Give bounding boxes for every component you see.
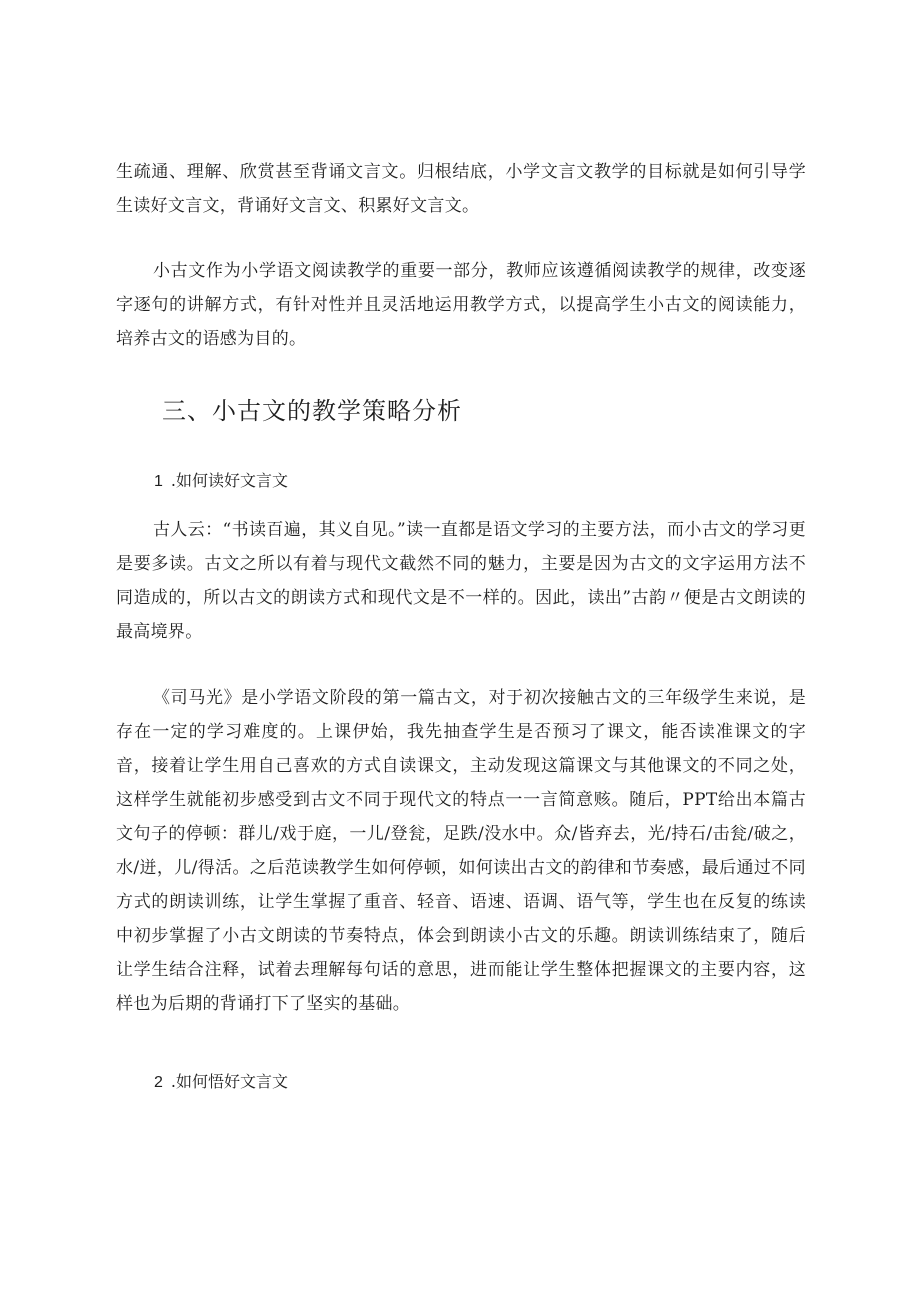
paragraph-intro-continuation: 生疏通、理解、欣赏甚至背诵文言文。归根结底，小学文言文教学的目标就是如何引导学生读好文言文，背诵好文言文、积累好文言文。	[116, 162, 806, 216]
subheading-how-to-understand	[154, 1067, 288, 1098]
paragraph-reading-method: 古人云：“书读百遍，其义自见。”读一直都是语文学习的主要方法，而小古文的学习更是要多读。古文之所以有着与现代文截然不同的魅力，主要是因为古文的文字运用方法不同造成的，所以古文的朗读方式和现代文是不一样的。因此，读出”古韵〃便是古文朗读的最高境界。	[116, 520, 806, 642]
subheading-text: .如何读好文言文	[170, 471, 288, 490]
section-heading: 三、小古文的教学策略分析	[162, 397, 462, 425]
paragraph-sima-guang-example: 《司马光》是小学语文阶段的第一篇古文，对于初次接触古文的三年级学生来说，是存在一定的学习难度的。上课伊始，我先抽查学生是否预习了课文，能否读准课文的字音，接着让学生用自己喜欢的方式自读课文，主动发现这篇课文与其他课文的不同之处，这样学生就能初步感受到古文不同于现代文的特点一一言简意赅。随后，PPT给出本篇古文句子的停顿：群儿/戏于庭，一儿/登瓮，足跌/没水中。众/皆弃去，光/持石/击瓮/破之，水/迸，儿/得活。之后范读教学生如何停顿，如何读出古文的韵律和节奏感，最后通过不同方式的朗读训练，让学生掌握了重音、轻音、语速、语调、语气等，学生也在反复的练读中初步掌握了小古文朗读的节奏特点，体会到朗读小古文的乐趣。朗读训练结束了，随后让学生结合注释，试着去理解每句话的意思，进而能让学生整体把握课文的主要内容，这样也为后期的背诵打下了坚实的基础。	[116, 688, 806, 1014]
subheading-how-to-read	[154, 466, 288, 497]
paragraph-reading-teaching: 小古文作为小学语文阅读教学的重要一部分，教师应该遵循阅读教学的规律，改变逐字逐句的讲解方式，有针对性并且灵活地运用教学方式，以提高学生小古文的阅读能力，培养古文的语感为目的。	[116, 261, 806, 349]
subheading-text: .如何悟好文言文	[170, 1072, 288, 1091]
subheading-number: 1	[154, 473, 163, 490]
subheading-number: 2	[154, 1074, 163, 1091]
